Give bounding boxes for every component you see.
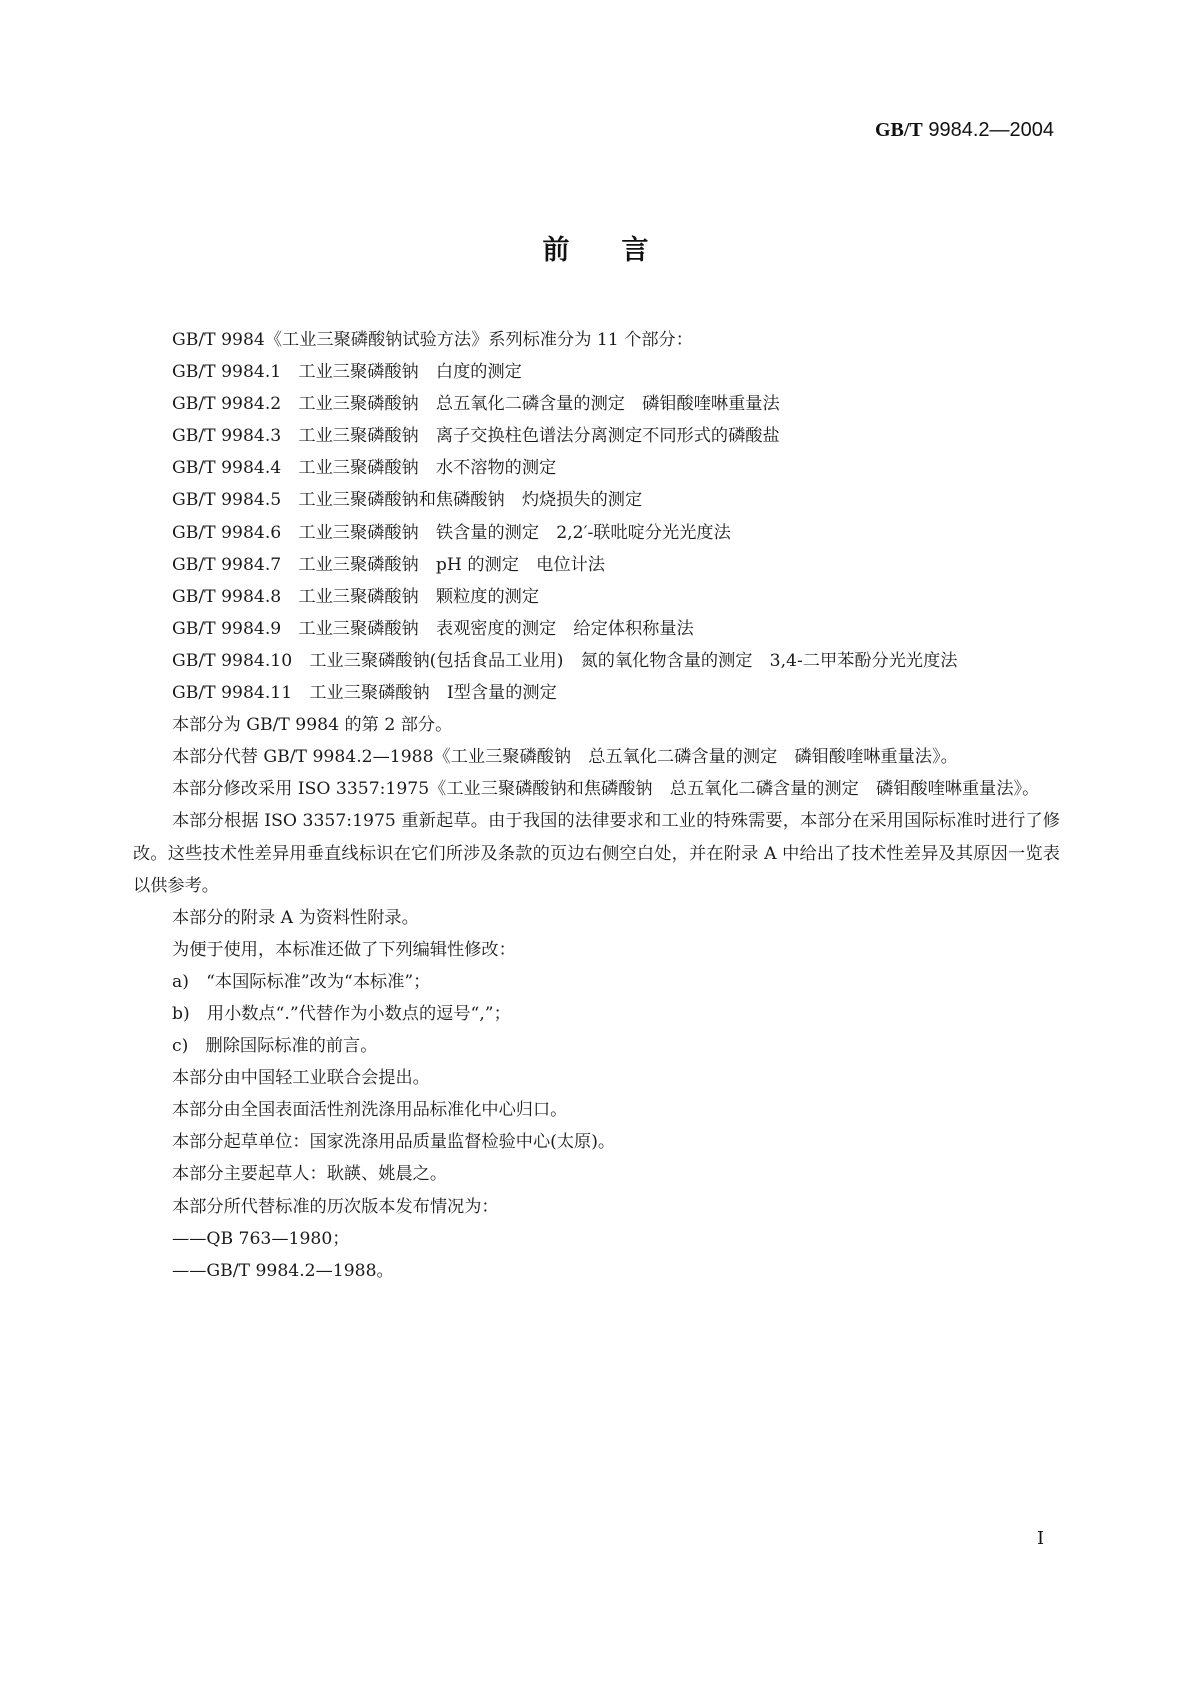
part-title: 工业三聚磷酸钠 总五氧化二磷含量的测定 磷钼酸喹啉重量法 [298, 394, 780, 415]
part-code: GB/T 9984.7 [172, 554, 282, 575]
edit-item-a: a) “本国际标准”改为“本标准”； [172, 971, 431, 992]
standard-number [875, 119, 1054, 142]
list-item [133, 549, 1060, 581]
list-item [133, 420, 1060, 452]
part-code: GB/T 9984.4 [172, 458, 282, 479]
page-number: Ⅰ [1037, 1528, 1045, 1548]
paragraph-adoption: 本部分修改采用 ISO 3357:1975《工业三聚磷酸钠和焦磷酸钠 总五氧化二磷含量的测定 磷钼酸喹啉重量法》。 [172, 779, 1040, 800]
list-item [133, 452, 1060, 484]
part-title: 工业三聚磷酸钠 铁含量的测定 2,2′-联吡啶分光光度法 [298, 522, 731, 543]
edit-item-c: c) 删除国际标准的前言。 [172, 1036, 378, 1057]
paragraph-centralized-by: 本部分由全国表面活性剂洗涤用品标准化中心归口。 [172, 1100, 568, 1121]
part-title: 工业三聚磷酸钠 pH 的测定 电位计法 [298, 554, 605, 575]
paragraph-drafting-unit: 本部分起草单位：国家洗涤用品质量监督检验中心(太原)。 [172, 1132, 616, 1153]
list-item [133, 388, 1060, 420]
standard-code: 9984.2—2004 [922, 119, 1054, 141]
part-title: 工业三聚磷酸钠 白度的测定 [298, 362, 522, 383]
part-code: GB/T 9984.8 [172, 586, 282, 607]
part-title: 工业三聚磷酸钠 颗粒度的测定 [298, 586, 540, 607]
history-item: ——QB 763—1980； [172, 1228, 350, 1249]
part-title: 工业三聚磷酸钠 Ⅰ型含量的测定 [309, 683, 557, 704]
paragraph-history: 本部分所代替标准的历次版本发布情况为： [172, 1196, 499, 1217]
paragraph-editorial-changes: 为便于使用，本标准还做了下列编辑性修改： [172, 939, 516, 960]
part-title: 工业三聚磷酸钠 离子交换柱色谱法分离测定不同形式的磷酸盐 [298, 426, 780, 447]
paragraph-drafters: 本部分主要起草人：耿韺、姚晨之。 [172, 1164, 448, 1185]
edit-item-b: b) 用小数点“.”代替作为小数点的逗号“,”； [172, 1003, 511, 1024]
list-item [133, 677, 1060, 709]
list-item [133, 484, 1060, 516]
list-item [133, 356, 1060, 388]
part-code: GB/T 9984.6 [172, 522, 282, 543]
part-code: GB/T 9984.11 [172, 683, 293, 704]
part-code: GB/T 9984.1 [172, 362, 282, 383]
part-code: GB/T 9984.3 [172, 426, 282, 447]
list-item [133, 517, 1060, 549]
paragraph-part-number: 本部分为 GB/T 9984 的第 2 部分。 [172, 715, 453, 736]
paragraph-redrafted: 本部分根据 ISO 3357:1975 重新起草。由于我国的法律要求和工业的特殊需要，本部分在采用国际标准时进行了修改。这些技术性差异用垂直线标识在它们所涉及条款的页边右侧空白处，并在附录 A 中给出了技术性差异及其原因一览表以供参考。 [133, 811, 1060, 896]
paragraph-replaces: 本部分代替 GB/T 9984.2—1988《工业三聚磷酸钠 总五氧化二磷含量的测定 磷钼酸喹啉重量法》。 [172, 747, 958, 768]
page-title: 前言 [542, 235, 701, 266]
list-item [133, 613, 1060, 645]
standard-prefix: GB/T [874, 119, 923, 141]
part-code: GB/T 9984.2 [172, 394, 282, 415]
document-body [133, 324, 1060, 1287]
parts-list [133, 356, 1060, 709]
part-code: GB/T 9984.10 [172, 650, 293, 671]
part-title: 工业三聚磷酸钠(包括食品工业用) 氮的氧化物含量的测定 3,4-二甲苯酚分光光度法 [309, 650, 958, 671]
part-code: GB/T 9984.9 [172, 618, 282, 639]
part-title: 工业三聚磷酸钠 表观密度的测定 给定体积称量法 [298, 618, 694, 639]
part-title: 工业三聚磷酸钠 水不溶物的测定 [298, 458, 557, 479]
part-title: 工业三聚磷酸钠和焦磷酸钠 灼烧损失的测定 [298, 490, 643, 511]
list-item [133, 581, 1060, 613]
part-code: GB/T 9984.5 [172, 490, 282, 511]
list-item [133, 645, 1060, 677]
paragraph-proposed-by: 本部分由中国轻工业联合会提出。 [172, 1068, 430, 1089]
history-item: ——GB/T 9984.2—1988。 [172, 1260, 394, 1281]
paragraph-annex: 本部分的附录 A 为资料性附录。 [172, 907, 419, 928]
intro-paragraph: GB/T 9984《工业三聚磷酸钠试验方法》系列标准分为 11 个部分： [172, 330, 693, 350]
